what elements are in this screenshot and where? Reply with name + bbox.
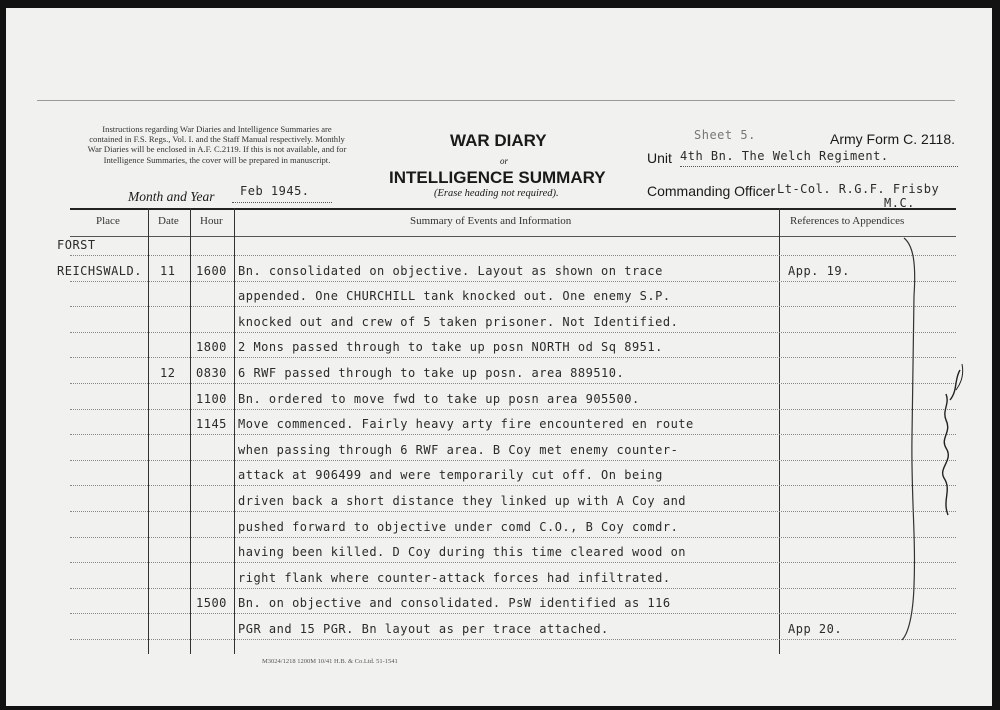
entry-reference: App. 19. [788,263,850,278]
entry-summary: having been killed. D Coy during this time cleared wood on [238,545,687,560]
row-dotted-line [70,281,956,282]
column-header-references: References to Appendices [790,215,905,227]
entry-hour: 1500 [196,596,227,611]
entry-place: REICHSWALD. [57,263,142,278]
form-subtitle: INTELLIGENCE SUMMARY [389,168,606,187]
sheet-number: Sheet 5. [694,128,756,142]
row-dotted-line [70,255,956,256]
column-header-hour: Hour [200,215,223,227]
row-dotted-line [70,562,956,563]
column-header-summary: Summary of Events and Information [410,215,572,227]
header-rule-top [37,100,955,101]
column-header-date: Date [158,215,179,227]
entry-summary: knocked out and crew of 5 taken prisoner. Not Identified. [238,314,679,329]
unit-dotted-line [680,166,958,167]
commanding-officer-decoration: M.C. [884,196,915,210]
entry-summary: driven back a short distance they linked up with A Coy and [238,494,687,508]
month-year-dotted-line [232,202,332,203]
entry-summary: Bn. ordered to move fwd to take up posn area 905500. [238,391,640,406]
entry-hour: 1600 [196,263,227,278]
row-dotted-line [70,613,956,614]
entry-summary: Bn. on objective and consolidated. PsW identified as 116 [238,596,671,611]
entry-place: FORST [57,238,96,252]
entry-summary: attack at 906499 and were temporarily cut off. On being [238,468,663,483]
row-dotted-line [70,383,956,384]
table-header-rule [70,236,956,237]
army-form-number: Army Form C. 2118. [830,131,955,147]
entry-summary: PGR and 15 PGR. Bn layout as per trace attached. [238,622,609,636]
entry-hour: 1800 [196,340,227,355]
row-dotted-line [70,537,956,538]
unit-value: 4th Bn. The Welch Regiment. [680,149,889,163]
entry-summary: 2 Mons passed through to take up posn NORTH od Sq 8951. [238,340,663,355]
row-dotted-line [70,588,956,589]
entry-summary: Bn. consolidated on objective. Layout as shown on trace [238,263,663,278]
handwritten-signature [928,360,970,520]
row-dotted-line [70,460,956,461]
entry-summary: pushed forward to objective under comd C.O., B Coy comdr. [238,519,679,534]
entry-hour: 1100 [196,391,227,406]
appendix-bracket [900,236,922,642]
instructions-text: Instructions regarding War Diaries and Intelligence Summaries are contained in F.S. Regs., Vol. I. and the Staff Manual respectively. Monthly War Diaries will be enclosed in A.F. C.2119. If this is not available, and for Intelligence Summaries, the cover will be prepared in manuscript. [87,124,347,165]
row-dotted-line [70,485,956,486]
entry-summary: Move commenced. Fairly heavy arty fire encountered en route [238,417,694,432]
commanding-officer-label: Commanding Officer [647,183,776,199]
entry-hour: 0830 [196,366,227,380]
form-title-or: or [500,156,509,166]
row-dotted-line [70,511,956,512]
commanding-officer-value: Lt-Col. R.G.F. Frisby [777,182,940,196]
entry-date: 11 [160,263,176,278]
print-footer: M3024/1218 1200M 10/41 H.B. & Co.Ltd. 51-1541 [262,658,398,665]
form-subtitle-note: (Erase heading not required). [434,188,559,199]
row-dotted-line [70,434,956,435]
entry-summary: when passing through 6 RWF area. B Coy met enemy counter- [238,442,679,457]
entry-summary: appended. One CHURCHILL tank knocked out. One enemy S.P. [238,289,671,304]
form-title: WAR DIARY [450,131,547,150]
month-year-value: Feb 1945. [240,184,310,198]
month-year-label: Month and Year [128,189,215,204]
row-dotted-line [70,639,956,640]
unit-label: Unit [647,150,672,166]
entry-summary: 6 RWF passed through to take up posn. area 889510. [238,366,625,380]
entry-date: 12 [160,366,176,380]
row-dotted-line [70,332,956,333]
entry-summary: right flank where counter-attack forces had infiltrated. [238,570,671,585]
column-header-place: Place [96,215,120,227]
entry-hour: 1145 [196,417,227,432]
table-top-rule [70,208,956,210]
row-dotted-line [70,306,956,307]
entry-reference: App 20. [788,622,843,636]
row-dotted-line [70,357,956,358]
row-dotted-line [70,409,956,410]
